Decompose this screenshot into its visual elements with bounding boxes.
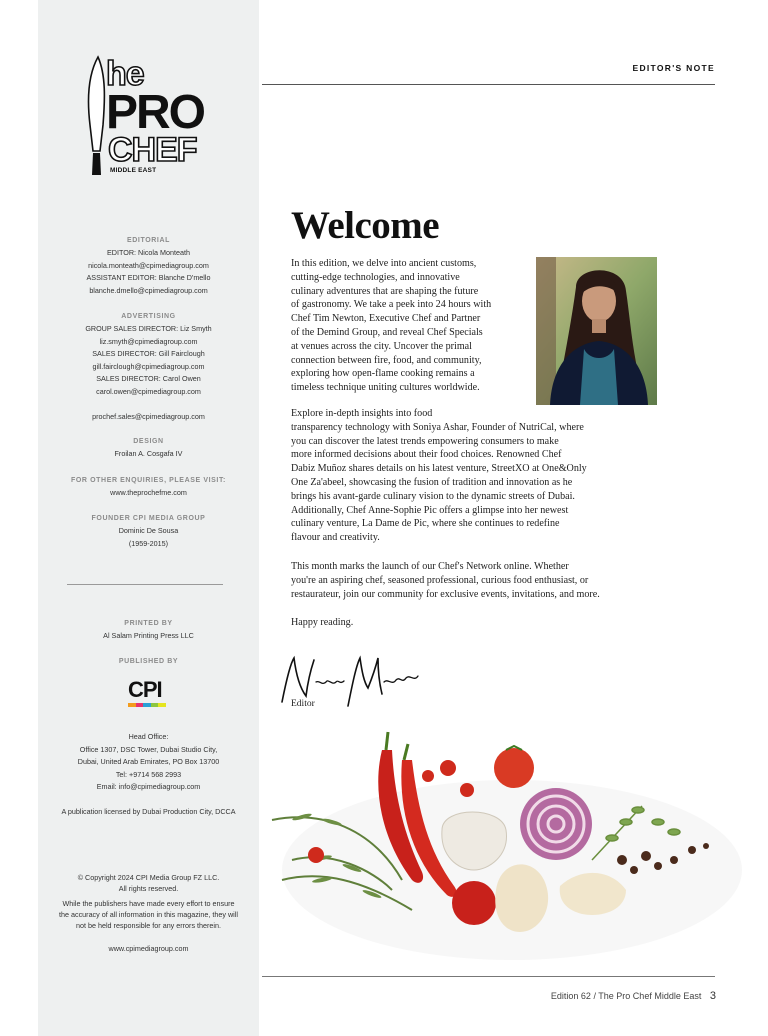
text-line: Chef Tim Newton, Executive Chef and Partner xyxy=(291,313,481,325)
credit-email[interactable]: blanche.dmello@cpimediagroup.com xyxy=(89,285,208,295)
logo-pro: PRO xyxy=(106,86,205,139)
cpi-logo-text: CPI xyxy=(128,677,162,702)
text-line: of gastronomy. We take a peek into 24 hours with xyxy=(291,299,492,311)
text-line: brings his avant-garde culinary vision to the dynamic streets of Dubai. xyxy=(291,490,575,502)
editorial-section xyxy=(38,237,259,297)
head-office-section xyxy=(38,731,259,819)
credit-email[interactable]: gill.fairclough@cpimediagroup.com xyxy=(92,361,205,371)
credit-line: EDITOR: Nicola Monteath xyxy=(107,248,190,257)
text-line: One Za'abeel, showcasing the fusion of tradition and innovation as he xyxy=(291,476,573,488)
section-heading: FOUNDER CPI MEDIA GROUP xyxy=(91,515,206,522)
cpi-stripe-segment xyxy=(143,703,151,707)
advertising-section xyxy=(38,313,259,423)
enquiries-section xyxy=(38,477,259,500)
sidebar-divider xyxy=(67,584,223,585)
credit-line: SALES DIRECTOR: Gill Fairclough xyxy=(92,349,205,359)
text-line: at venues across the city. Uncover the primal xyxy=(291,340,472,352)
logo-he: he xyxy=(106,55,144,93)
disclaimer-line: While the publishers have made every effort to ensure xyxy=(62,899,235,908)
text-line: culinary adventures that are shaping the future xyxy=(291,285,479,297)
text-line: In this edition, we delve into ancient customs, xyxy=(291,258,477,269)
cpi-stripe-segment xyxy=(158,703,166,707)
text-line: you can discover the latest trends empowering consumers to make xyxy=(291,435,559,447)
credit-line: Dominic De Sousa xyxy=(118,526,179,535)
edition-label: Edition 62 xyxy=(550,991,591,1001)
license-note: A publication licensed by Dubai Production City, DCCA xyxy=(61,806,236,816)
text-line: you're an aspiring chef, seasoned professional, curious food enthusiast, or xyxy=(291,574,589,586)
page-footer xyxy=(551,990,716,1002)
design-section xyxy=(38,438,259,461)
copyright-line: © Copyright 2024 CPI Media Group FZ LLC. xyxy=(77,873,220,882)
text-line: flavour and creativity. xyxy=(291,532,380,544)
text-line: Explore in-depth insights into food xyxy=(291,408,433,419)
article-title: Welcome xyxy=(291,204,440,247)
cpi-stripe-segment xyxy=(136,703,144,707)
credit-line: GROUP SALES DIRECTOR: Liz Smyth xyxy=(85,324,212,333)
credit-line: Froilan A. Cosgafa IV xyxy=(114,449,183,458)
the-pro-chef-logo xyxy=(84,55,224,180)
address-line: Head Office: xyxy=(128,732,169,741)
disclaimer-line: not be held responsible for any errors therein. xyxy=(75,921,222,930)
published-by-section xyxy=(38,658,259,665)
text-line: This month marks the launch of our Chef's Network online. Whether xyxy=(291,561,569,572)
bottom-rule xyxy=(262,976,715,977)
credit-line: SALES DIRECTOR: Carol Owen xyxy=(96,374,201,384)
section-heading: PRINTED BY xyxy=(124,620,173,627)
disclaimer-line: the accuracy of all information in this magazine, they will xyxy=(59,910,238,919)
text-line: Additionally, Chef Anne-Sophie Pic offers a glimpse into her newest xyxy=(291,504,569,516)
website-link[interactable]: www.cpimediagroup.com xyxy=(108,944,189,953)
vegetables-photo xyxy=(262,710,742,972)
copyright-section xyxy=(38,872,259,954)
editor-portrait-photo xyxy=(536,257,657,405)
cpi-stripe-segment xyxy=(128,703,136,707)
credit-line: Al Salam Printing Press LLC xyxy=(103,631,194,640)
section-heading: ADVERTISING xyxy=(121,313,176,320)
section-kicker: EDITOR'S NOTE xyxy=(632,63,715,73)
credit-line: (1959-2015) xyxy=(128,538,169,548)
text-line: transparency technology with Soniya Ashar, Founder of NutriCal, where xyxy=(291,421,584,433)
phone-line: Tel: +9714 568 2993 xyxy=(115,769,182,779)
address-line: Office 1307, DSC Tower, Dubai Studio City, xyxy=(79,744,218,754)
cpi-logo xyxy=(128,679,166,707)
logo-chef: CHEF xyxy=(108,131,197,169)
sales-email[interactable]: prochef.sales@cpimediagroup.com xyxy=(92,411,205,421)
page-number: 3 xyxy=(709,990,716,1002)
paragraph-2 xyxy=(291,407,587,545)
paragraph-3 xyxy=(291,560,600,601)
copyright-line: All rights reserved. xyxy=(118,884,179,893)
section-heading: EDITORIAL xyxy=(127,237,170,244)
footer-separator: / xyxy=(593,991,596,1001)
text-line: exploring how open-flame cooking remains a xyxy=(291,368,475,380)
top-rule xyxy=(262,84,715,85)
paragraph-1 xyxy=(291,257,491,395)
section-heading: FOR OTHER ENQUIRIES, PLEASE VISIT: xyxy=(71,477,226,484)
text-line: of the Demind Group, and reveal Chef Specials xyxy=(291,326,483,338)
credit-email[interactable]: carol.owen@cpimediagroup.com xyxy=(96,386,201,396)
enquiries-link[interactable]: www.theprochefme.com xyxy=(110,488,187,497)
magazine-name: The Pro Chef Middle East xyxy=(598,991,702,1001)
email-line[interactable]: Email: info@cpimediagroup.com xyxy=(96,782,201,792)
address-line: Dubai, United Arab Emirates, PO Box 13700 xyxy=(77,757,220,767)
credit-email[interactable]: nicola.monteath@cpimediagroup.com xyxy=(88,260,209,270)
text-line: more informed decisions about their food choices. Renowned Chef xyxy=(291,449,562,461)
logo-region: MIDDLE EAST xyxy=(110,167,157,174)
text-line: restaurateur, join our community for exclusive events, invitations, and more. xyxy=(291,588,600,600)
credit-email[interactable]: liz.smyth@cpimediagroup.com xyxy=(99,336,198,346)
credit-line: ASSISTANT EDITOR: Blanche D'mello xyxy=(86,273,211,283)
text-line: connection between fire, food, and community, xyxy=(291,354,482,366)
section-heading: DESIGN xyxy=(133,438,164,445)
text-line: culinary venture, La Dame de Pic, where she continues to redefine xyxy=(291,518,560,530)
text-line: timeless technique uniting cultures worldwide. xyxy=(291,382,480,394)
cpi-color-stripe xyxy=(128,703,166,707)
section-heading: PUBLISHED BY xyxy=(118,658,179,665)
founder-section xyxy=(38,515,259,550)
closing-line: Happy reading. xyxy=(291,617,354,628)
text-line: cutting-edge technologies, and innovative xyxy=(291,271,460,283)
text-line: Dabiz Muñoz shares details on his latest venture, StreetXO at One&Only xyxy=(291,463,587,475)
cpi-stripe-segment xyxy=(151,703,159,707)
printed-by-section xyxy=(38,620,259,643)
editor-label: Editor xyxy=(291,699,315,709)
